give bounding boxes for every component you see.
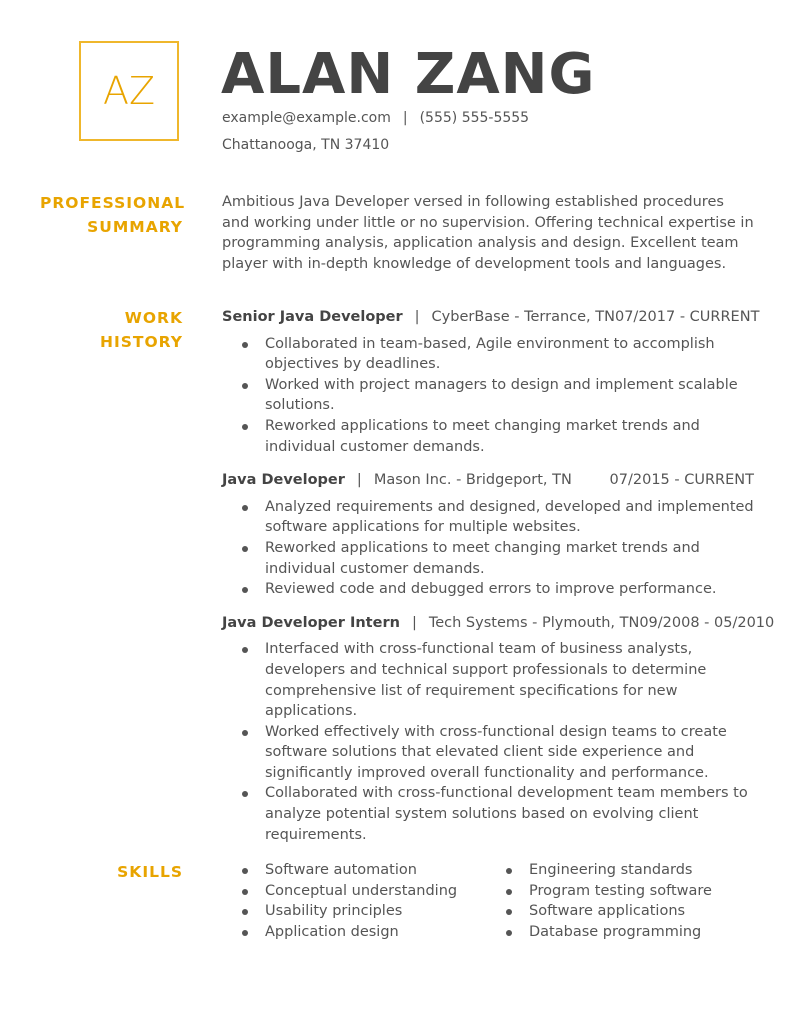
- separator: |: [356, 472, 362, 489]
- job-company: Mason Inc. - Bridgeport, TN: [373, 472, 572, 489]
- initials: AZ: [102, 69, 156, 113]
- work-history-heading: WORK HISTORY: [100, 309, 183, 351]
- skill-item: Program testing software: [486, 881, 750, 902]
- list-item: Analyzed requirements and designed, developed and implemented software applications for multiple websites.: [222, 497, 754, 538]
- job-dates: 07/2017 - CURRENT: [614, 309, 760, 325]
- skill-item: Engineering standards: [486, 860, 750, 881]
- skills-heading: SKILLS: [117, 863, 183, 881]
- job-company: Tech Systems - Plymouth, TN: [428, 614, 640, 631]
- list-item: Worked with project managers to design and implement scalable solutions.: [222, 375, 754, 416]
- skills-list: [222, 860, 754, 942]
- list-item: Interfaced with cross-functional team of business analysts, developers and technical support professionals to determine comprehensive list of requirement specifications for new applications.: [222, 639, 754, 721]
- skill-item: Application design: [222, 922, 486, 943]
- separator: |: [402, 110, 408, 126]
- list-item: Collaborated in team-based, Agile environment to accomplish objectives by deadlines.: [222, 334, 754, 375]
- list-item: Collaborated with cross-functional development team members to analyze potential system solutions based on evolving client requirements.: [222, 783, 754, 845]
- job-header: [222, 307, 760, 328]
- skills-column-right: [486, 860, 750, 942]
- job-entry: [222, 470, 754, 600]
- list-item: Worked effectively with cross-functional design teams to create software solutions that elevated client side experience and significantly improved overall functionality and performance.: [222, 722, 754, 784]
- job-title: Senior Java Developer: [222, 309, 403, 325]
- email: example@example.com: [222, 110, 391, 126]
- summary-text: Ambitious Java Developer versed in following established procedures and working under little or no supervision. Offering technical expertise in programming analysis, application analysis and design. Excellent team player with in-depth knowledge of development tools and languages.: [222, 194, 754, 272]
- list-item: Reviewed code and debugged errors to improve performance.: [222, 579, 754, 600]
- location: Chattanooga, TN 37410: [222, 137, 390, 153]
- job-bullets: [222, 334, 754, 458]
- job-header: [222, 470, 754, 491]
- job-title: Java Developer: [222, 472, 345, 489]
- skill-item: Usability principles: [222, 901, 486, 922]
- job-entry: [222, 613, 775, 846]
- candidate-name: ALAN ZANG: [221, 42, 596, 107]
- job-title: Java Developer Intern: [222, 614, 400, 631]
- summary-heading: [40, 191, 186, 239]
- job-entry: [222, 307, 760, 457]
- monogram-logo: [79, 41, 179, 141]
- separator: |: [414, 309, 420, 325]
- skill-item: Software applications: [486, 901, 750, 922]
- skill-item: Software automation: [222, 860, 486, 881]
- list-item: Reworked applications to meet changing market trends and individual customer demands.: [222, 416, 754, 457]
- job-dates: 07/2015 - CURRENT: [609, 472, 754, 489]
- job-dates: 09/2008 - 05/2010: [639, 614, 775, 631]
- job-bullets: [222, 497, 754, 600]
- list-item: Reworked applications to meet changing market trends and individual customer demands.: [222, 538, 754, 579]
- skills-column-left: [222, 860, 486, 942]
- job-company: CyberBase - Terrance, TN: [431, 309, 615, 325]
- phone: (555) 555-5555: [419, 110, 530, 126]
- heading-line: PROFESSIONAL: [40, 194, 186, 212]
- work-history: [222, 307, 775, 858]
- heading-line: SUMMARY: [87, 218, 183, 236]
- contact-info: [222, 108, 529, 162]
- skill-item: Database programming: [486, 922, 750, 943]
- job-header: [222, 613, 775, 634]
- separator: |: [411, 614, 417, 631]
- skill-item: Conceptual understanding: [222, 881, 486, 902]
- job-bullets: [222, 639, 754, 845]
